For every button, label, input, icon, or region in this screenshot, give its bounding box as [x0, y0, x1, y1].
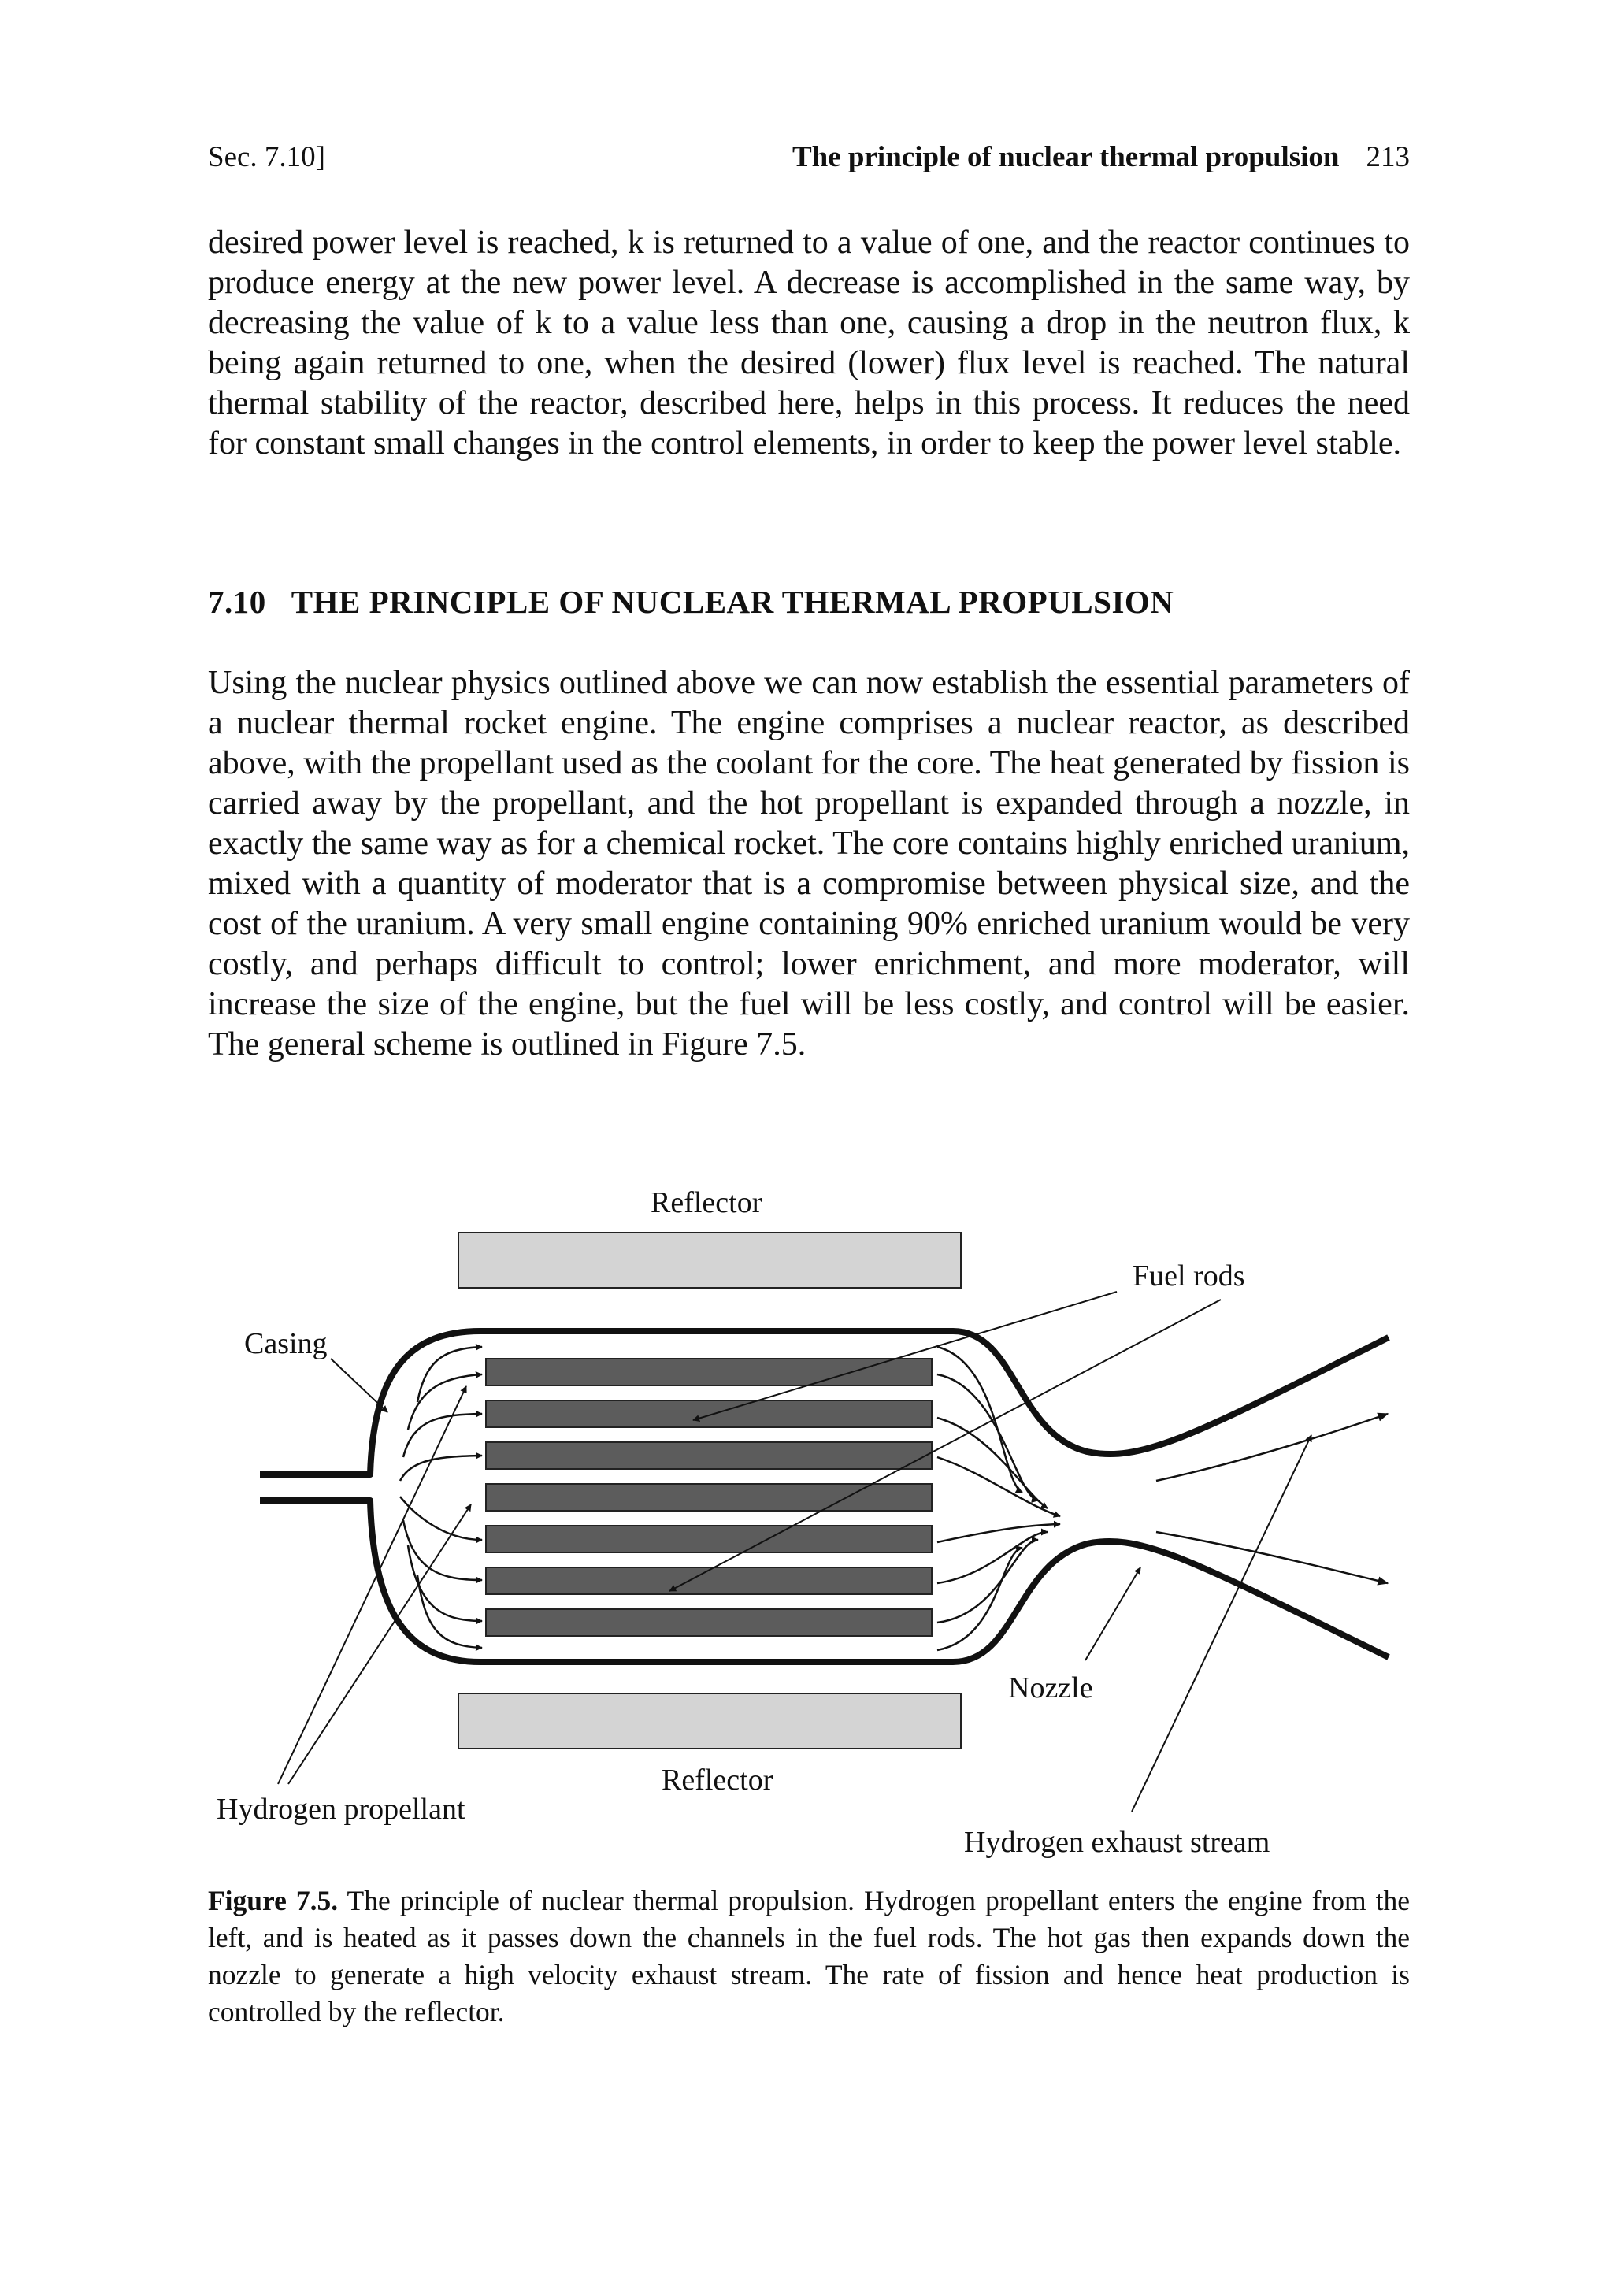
casing-leader — [331, 1359, 387, 1412]
page-number: 213 — [1366, 141, 1410, 173]
fuel-rod — [486, 1526, 932, 1552]
fuel-rod-stack — [486, 1359, 932, 1636]
outlet-flow-arrows — [937, 1347, 1060, 1650]
fuel-rod — [486, 1609, 932, 1636]
fuel-rod — [486, 1567, 932, 1594]
fuel-rod — [486, 1359, 932, 1385]
label-reflector-top: Reflector — [651, 1186, 762, 1219]
fuel-rod — [486, 1400, 932, 1427]
section-title: THE PRINCIPLE OF NUCLEAR THERMAL PROPULSION — [291, 584, 1174, 620]
section-number: 7.10 — [208, 584, 266, 620]
figure-caption — [208, 1882, 1410, 2031]
reflector-bottom — [458, 1693, 961, 1749]
exhaust-flow-arrows — [1156, 1414, 1388, 1583]
caption-text: The principle of nuclear thermal propulsion. Hydrogen propellant enters the engine from the left, and is heated as it passes down the channels in the fuel rods. The hot gas then expands down the nozzle to generate a high velocity exhaust stream. The rate of fission and hence heat production is controlled by the reflector. — [208, 1885, 1410, 2027]
propellant-leader-2 — [288, 1504, 471, 1784]
paragraph-1: desired power level is reached, k is returned to a value of one, and the reactor continues to produce energy at the new power level. A decrease is accomplished in the same way, by decreasing the value of k to a value less than one, causing a drop in the neutron flux, k being again returned to one, when the desired (lower) flux level is reached. The natural thermal stability of the reactor, described here, helps in this process. It reduces the need for constant small changes in the control elements, in order to keep the power level stable. — [208, 224, 1410, 462]
nozzle-leader — [1085, 1567, 1140, 1660]
exhaust-leader — [1132, 1435, 1311, 1812]
section-reference: Sec. 7.10] — [208, 141, 325, 173]
label-hydrogen-propellant: Hydrogen propellant — [217, 1793, 465, 1826]
caption-label: Figure 7.5. — [208, 1885, 339, 1916]
label-nozzle: Nozzle — [1008, 1671, 1093, 1704]
paragraph-2: Using the nuclear physics outlined above we can now establish the essential parameters of a nuclear thermal rocket engine. The engine comprises a nuclear reactor, as described above, with the propellant used as the coolant for the core. The heat generated by fission is carried away by the propellant, and the hot propellant is expanded through a nozzle, in exactly the same way as for a chemical rocket. The core contains highly enriched uranium, mixed with a quantity of moderator that is a compromise between physical size, and the cost of the uranium. A very small engine containing 90% enriched uranium would be very costly, and perhaps difficult to control; lower enrichment, and more moderator, will increase the size of the engine, but the fuel will be less costly, and control will be easier. The general scheme is outlined in Figure 7.5. — [208, 665, 1410, 1063]
fuel-rod — [486, 1442, 932, 1469]
label-fuel-rods: Fuel rods — [1133, 1259, 1245, 1293]
reflector-top — [458, 1233, 961, 1288]
running-title: The principle of nuclear thermal propulsion — [792, 141, 1340, 173]
inlet-flow-arrows — [400, 1347, 482, 1648]
label-hydrogen-exhaust: Hydrogen exhaust stream — [964, 1826, 1270, 1859]
label-casing: Casing — [244, 1327, 328, 1360]
label-reflector-bottom: Reflector — [662, 1764, 773, 1797]
